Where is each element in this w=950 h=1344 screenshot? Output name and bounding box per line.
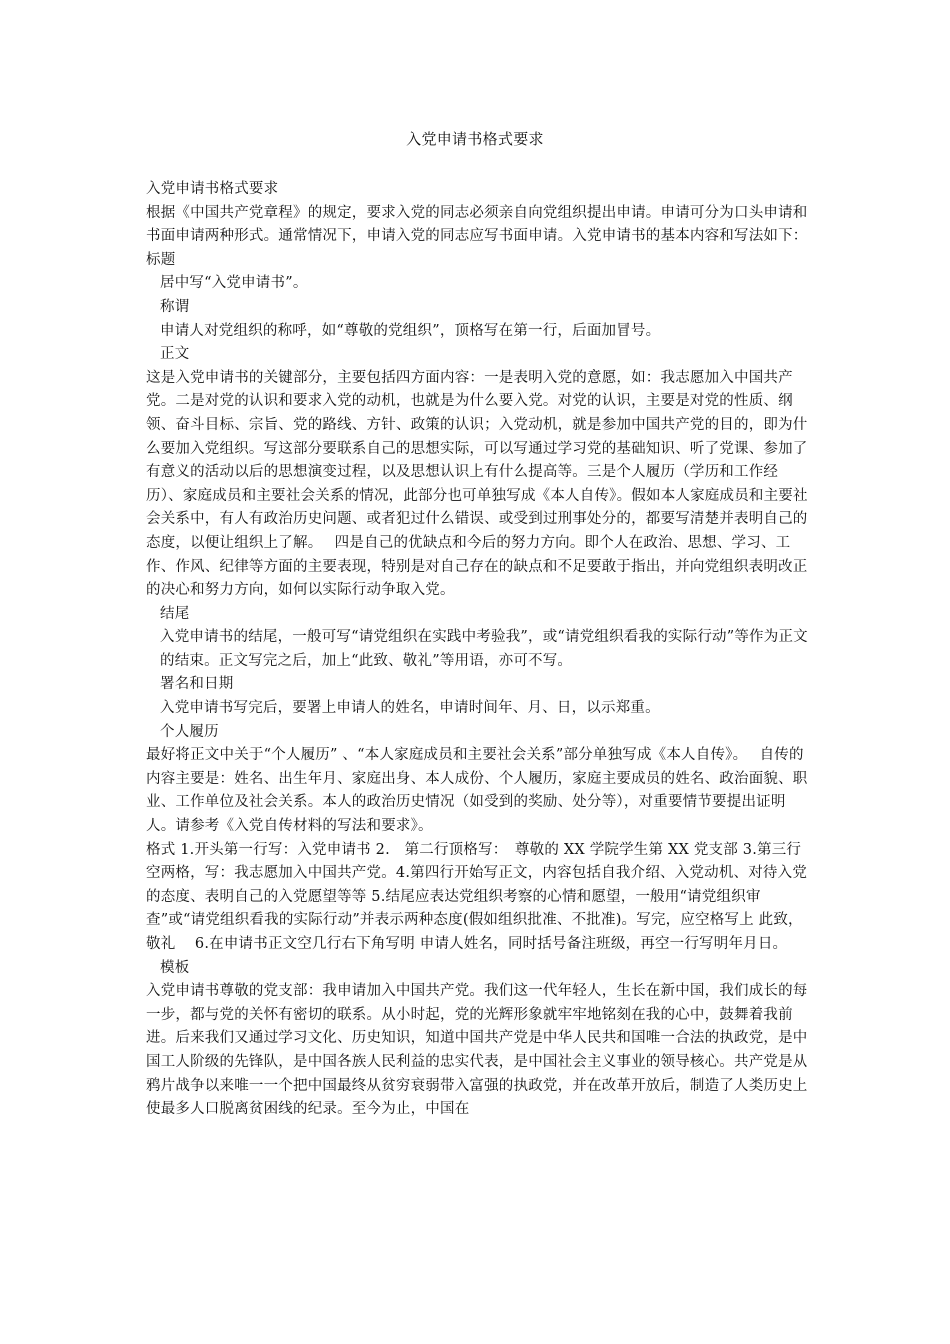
section-heading-resume: 个人履历 [160,723,219,740]
document-title: 入党申请书格式要求 [406,130,544,148]
section-heading-signature: 署名和日期 [160,676,234,693]
template-paragraph: 入党申请书尊敬的党支部：我申请加入中国共产党。我们这一代年轻人，生长在新中国，我们成长的每一步，都与党的关怀有密切的联系。从小时起，党的光辉形象就牢牢地铭刻在我的心中，鼓舞着我前进。后来我们又通过学习文化、历史知识，知道中国共产党是中华人民共和国唯一合法的执政党，是中国工人阶级的先锋队，是中国各族人民利益的忠实代表，是中国社会主义事业的领导核心。共产党是从鸦片战争以来唯一一个把中国最终从贫穷衰弱带入富强的执政党，并在改革开放后，制造了人类历史上使最多人口脱离贫困线的纪录。至今为止，中国在 [146,983,808,1118]
format-instruction: 格式 1.开头第一行写：入党申请书 2. 第二行顶格写： 尊敬的 XX 学院学生第 XX 党支部 3.第三行空两格，写：我志愿加入中国共产党。4.第四行开始写正文，内容包括自我介绍、入党动机、对待入党的态度、表明自己的入党愿望等等 5.结尾应表达党组织考察的心情和愿望，一般用“请党组织审查”或“请党组织看我的实际行动”并表示两种态度(假如组织批准、不批准)。写完，应空格写上 此致，敬礼 6.在申请书正文空几行右下角写明 申请人姓名，同时括号备注班级，再空一行写明年月日。 [146,841,808,952]
signature-instruction: 入党申请书写完后，要署上申请人的姓名，申请时间年、月、日，以示郑重。 [160,700,660,717]
section-heading-salutation: 称谓 [160,298,190,315]
resume-instruction: 最好将正文中关于“个人履历” 、“本人家庭成员和主要社会关系”部分单独写成《本人自传》。 自传的内容主要是：姓名、出生年月、家庭出身、本人成份、个人履历，家庭主要成员的姓名、政治面貌、职业、工作单位及社会关系。本人的政治历史情况（如受到的奖励、处分等），对重要情节要提出证明人。请参考《入党自传材料的写法和要求》。 [146,747,808,835]
section-heading-template: 模板 [160,959,190,976]
section-heading-ending: 结尾 [160,605,190,622]
body-instruction: 这是入党申请书的关键部分，主要包括四方面内容：一是表明入党的意愿，如：我志愿加入中国共产党。二是对党的认识和要求入党的动机，也就是为什么要入党。对党的认识，主要是对党的性质、纲领、奋斗目标、宗旨、党的路线、方针、政策的认识；入党动机，就是参加中国共产党的目的，即为什么要加入党组织。写这部分要联系自己的思想实际，可以写通过学习党的基础知识、听了党课、参加了有意义的活动以后的思想演变过程，以及思想认识上有什么提高等。三是个人履历（学历和工作经历）、家庭成员和主要社会关系的情况，此部分也可单独写成《本人自传》。假如本人家庭成员和主要社会关系中，有人有政治历史问题、或者犯过什么错误、或受到过刑事处分的，都要写清楚并表明自己的态度，以便让组织上了解。 四是自己的优缺点和今后的努力方向。即个人在政治、思想、学习、工作、作风、纪律等方面的主要表现，特别是对自己存在的缺点和不足要敢于指出，并向党组织表明改正的决心和努力方向，如何以实际行动争取入党。 [146,369,808,599]
salutation-instruction: 申请人对党组织的称呼，如“尊敬的党组织”，顶格写在第一行，后面加冒号。 [160,322,661,339]
intro-paragraph: 根据《中国共产党章程》的规定，要求入党的同志必须亲自向党组织提出申请。申请可分为口头申请和书面申请两种形式。通常情况下，申请入党的同志应写书面申请。入党申请书的基本内容和写法如下： 标题 [146,204,820,268]
title-instruction: 居中写“入党申请书”。 [160,275,308,292]
section-heading-body: 正文 [160,346,190,363]
document-body [146,178,820,1122]
ending-instruction: 入党申请书的结尾，一般可写“请党组织在实践中考验我”，或“请党组织看我的实际行动”等作为正文的结束。正文写完之后，加上“此致、敬礼”等用语，亦可不写。 [160,629,808,669]
section-heading-main: 入党申请书格式要求 [146,181,279,197]
